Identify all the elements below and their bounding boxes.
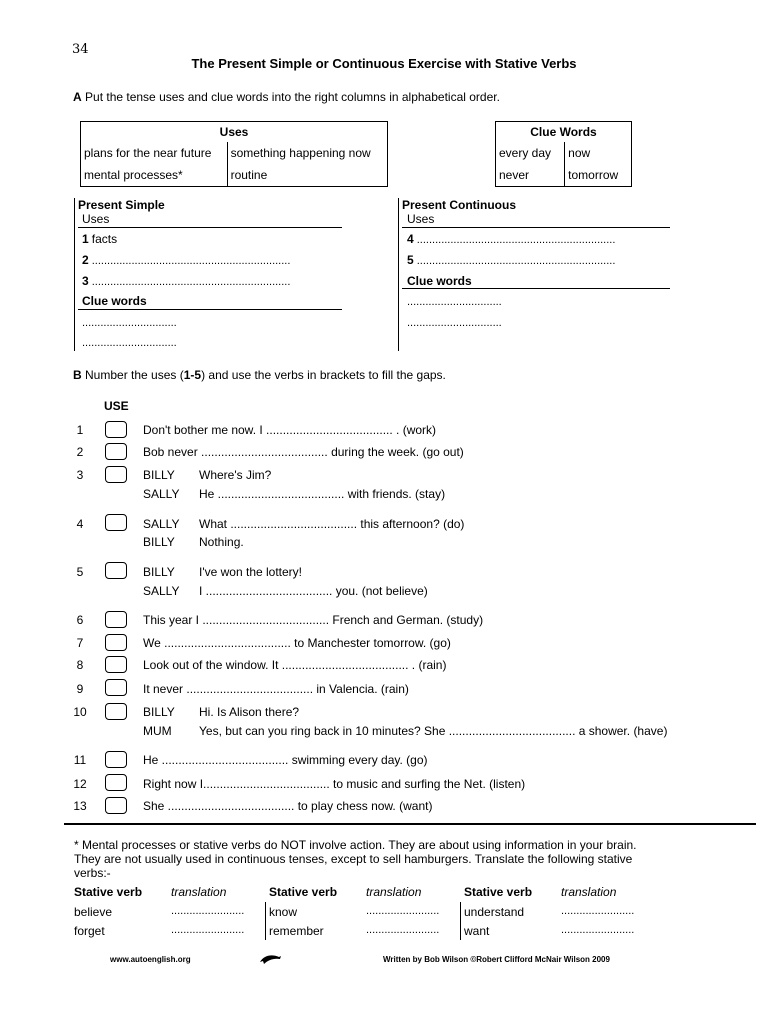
column-divider: [398, 198, 399, 351]
item-text: He ...................................... swimming every day. (go): [143, 753, 428, 767]
translation-blank[interactable]: ........................: [171, 924, 245, 936]
stative-verb: understand: [464, 905, 525, 919]
translation-blank[interactable]: ........................: [366, 905, 440, 917]
page-mark: 34: [72, 42, 89, 57]
item-number: 12: [73, 777, 87, 791]
item-number: 10: [73, 705, 87, 719]
speaker: BILLY: [143, 705, 175, 719]
column-divider: [265, 902, 266, 940]
item-number: 7: [76, 636, 84, 650]
item-text: Yes, but can you ring back in 10 minutes? She ...................................... a shower. (have): [199, 724, 668, 738]
item-text: Look out of the window. It ...................................... . (rain): [143, 658, 447, 672]
use-number-box[interactable]: [105, 562, 127, 579]
present-simple-uses-label: Uses: [82, 212, 110, 226]
stative-header: Stative verb: [269, 885, 338, 899]
item-text: Hi. Is Alison there?: [199, 705, 300, 719]
item-text: He ...................................... with friends. (stay): [199, 487, 446, 501]
use-number-box[interactable]: [105, 774, 127, 791]
item-text: Right now I...................................... to music and surfing the Net. (listen): [143, 777, 526, 791]
speaker: MUM: [143, 724, 172, 738]
pc-use-line: 4 .................................................................: [407, 232, 616, 246]
speaker: BILLY: [143, 565, 175, 579]
item-text: Nothing.: [199, 535, 244, 549]
use-number-box[interactable]: [105, 421, 127, 438]
translation-header: translation: [366, 885, 422, 899]
item-number: 4: [76, 517, 84, 531]
item-text: She ...................................... to play chess now. (want): [143, 799, 433, 813]
translation-blank[interactable]: ........................: [171, 905, 245, 917]
ps-clue-line: ...............................: [82, 317, 177, 329]
section-b-letter: B: [73, 368, 82, 382]
item-text: Bob never ...................................... during the week. (go out): [143, 445, 464, 459]
stative-verb: know: [269, 905, 298, 919]
uses-box: [80, 121, 388, 187]
uses-cell: plans for the near future: [84, 146, 212, 160]
present-continuous-uses-label: Uses: [407, 212, 435, 226]
uses-cell: mental processes*: [84, 168, 183, 182]
use-number-box[interactable]: [105, 611, 127, 628]
ps-use-line: 2 .................................................................: [82, 253, 291, 267]
dolphin-logo-icon: [258, 952, 282, 966]
pc-clue-label: Clue words: [407, 274, 472, 288]
item-text: Don't bother me now. I ...................................... . (work): [143, 423, 437, 437]
section-a-instruction: [73, 90, 500, 104]
uses-cell: routine: [227, 164, 387, 187]
clue-cell: now: [565, 142, 632, 164]
speaker: BILLY: [143, 535, 175, 549]
clue-words-box: [495, 121, 632, 187]
section-b-instruction: B Number the uses (1-5) and use the verbs in brackets to fill the gaps.: [73, 368, 446, 382]
footer-credit: Written by Bob Wilson ©Robert Clifford McNair Wilson 2009: [383, 955, 610, 964]
translation-blank[interactable]: ........................: [561, 905, 635, 917]
ps-clue-line: ...............................: [82, 337, 177, 349]
ps-clue-label: Clue words: [82, 294, 147, 308]
item-number: 6: [76, 613, 84, 627]
section-a-letter: A: [73, 90, 82, 104]
speaker: SALLY: [143, 584, 180, 598]
item-number: 8: [76, 658, 84, 672]
clue-box-header: Clue Words: [530, 125, 597, 139]
translation-header: translation: [171, 885, 227, 899]
item-text: I ...................................... you. (not believe): [199, 584, 428, 598]
use-number-box[interactable]: [105, 797, 127, 814]
item-text: It never ...................................... in Valencia. (rain): [143, 682, 409, 696]
translation-blank[interactable]: ........................: [561, 924, 635, 936]
item-text: This year I ...................................... French and German. (study): [143, 613, 484, 627]
clue-cell: tomorrow: [565, 164, 632, 187]
item-text: I've won the lottery!: [199, 565, 303, 579]
item-number: 13: [73, 799, 87, 813]
footer-website: www.autoenglish.org: [110, 955, 191, 964]
item-text: What ...................................... this afternoon? (do): [199, 517, 465, 531]
rule: [78, 227, 342, 228]
column-divider: [460, 902, 461, 940]
item-number: 9: [76, 682, 84, 696]
use-number-box[interactable]: [105, 751, 127, 768]
use-number-box[interactable]: [105, 466, 127, 483]
use-number-box[interactable]: [105, 634, 127, 651]
clue-cell: every day: [499, 146, 552, 160]
uses-cell: something happening now: [227, 142, 387, 164]
section-divider: [64, 823, 756, 825]
column-divider: [74, 198, 75, 351]
pc-use-line: 5 .................................................................: [407, 253, 616, 267]
item-number: 3: [76, 468, 84, 482]
item-number: 11: [73, 753, 87, 767]
use-number-box[interactable]: [105, 656, 127, 673]
translation-header: translation: [561, 885, 617, 899]
pc-clue-line: ...............................: [407, 296, 502, 308]
stative-verb: believe: [74, 905, 113, 919]
use-number-box[interactable]: [105, 703, 127, 720]
stative-header: Stative verb: [74, 885, 143, 899]
rule: [402, 227, 670, 228]
page-title: The Present Simple or Continuous Exercise with Stative Verbs: [191, 56, 577, 71]
item-number: 5: [76, 565, 84, 579]
speaker: SALLY: [143, 517, 180, 531]
rule: [78, 309, 342, 310]
speaker: SALLY: [143, 487, 180, 501]
stative-verb: forget: [74, 924, 105, 938]
item-text: We ...................................... to Manchester tomorrow. (go): [143, 636, 451, 650]
use-number-box[interactable]: [105, 514, 127, 531]
clue-cell: never: [499, 168, 530, 182]
stative-verb: remember: [269, 924, 324, 938]
translation-blank[interactable]: ........................: [366, 924, 440, 936]
present-continuous-title: Present Continuous: [402, 198, 517, 212]
stative-header: Stative verb: [464, 885, 533, 899]
use-number-box[interactable]: [105, 679, 127, 696]
uses-box-header: Uses: [219, 125, 249, 139]
footnote: * Mental processes or stative verbs do NOT involve action. They are about using information in your brain. They are not usually used in continuous tenses, except to sell hamburgers. Translate the following stative verbs:-: [74, 838, 637, 880]
item-number: 2: [76, 445, 84, 459]
speaker: BILLY: [143, 468, 175, 482]
item-text: Where's Jim?: [199, 468, 272, 482]
present-simple-title: Present Simple: [78, 198, 165, 212]
section-a-text: Put the tense uses and clue words into the right columns in alphabetical order.: [85, 90, 500, 104]
use-number-box[interactable]: [105, 443, 127, 460]
pc-clue-line: ...............................: [407, 317, 502, 329]
use-column-header: USE: [104, 399, 129, 413]
stative-verb: want: [464, 924, 490, 938]
ps-use-line: 1 facts: [82, 232, 118, 246]
rule: [402, 288, 670, 289]
item-number: 1: [76, 423, 84, 437]
ps-use-line: 3 .................................................................: [82, 274, 291, 288]
